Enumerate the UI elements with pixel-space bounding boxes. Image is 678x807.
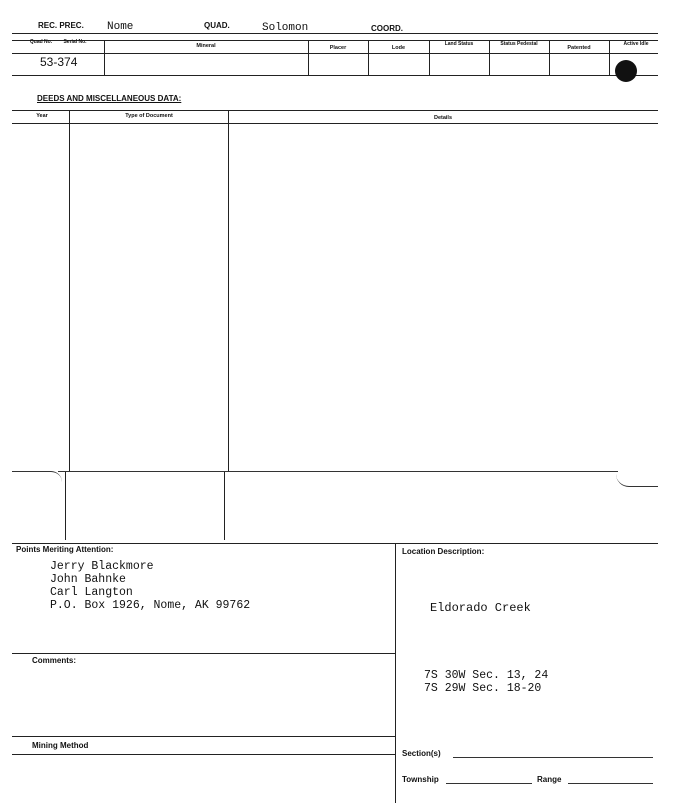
range-blank — [568, 783, 653, 784]
seam-left-curve — [12, 471, 62, 482]
claim-col-divider — [429, 40, 430, 75]
quad-no-value: 53-374 — [40, 55, 78, 69]
deeds-col-divider — [228, 111, 229, 472]
page-seam-rule — [58, 471, 618, 472]
rec-prec-label: REC. PREC. — [38, 21, 84, 30]
rec-prec-value: Nome — [107, 21, 134, 33]
claim-table-top-rule — [12, 40, 658, 41]
col-head-active-idle: Active Idle — [623, 41, 649, 47]
contact-line: John Bahnke — [50, 573, 126, 586]
location-description-label: Location Description: — [402, 547, 485, 556]
quad-value: Solomon — [262, 22, 309, 34]
claim-col-divider — [609, 40, 610, 75]
contact-line: Jerry Blackmore — [50, 560, 154, 573]
col-head-mineral: Mineral — [196, 43, 216, 49]
deeds-col-divider — [224, 472, 225, 540]
lower-section-rule — [12, 543, 658, 544]
deeds-col-divider — [69, 111, 70, 472]
deeds-header-rule — [12, 123, 658, 124]
deeds-col-type: Type of Document — [125, 113, 173, 119]
contact-line: Carl Langton — [50, 586, 133, 599]
coord-label: COORD. — [371, 24, 403, 33]
points-meriting-attention-label: Points Meriting Attention: — [16, 545, 114, 554]
col-head-placer: Placer — [329, 45, 347, 51]
mining-method-bottom-rule — [12, 754, 395, 755]
quad-label: QUAD. — [204, 21, 230, 30]
township-range-line: 7S 29W Sec. 18-20 — [424, 682, 542, 695]
sections-label: Section(s) — [402, 749, 441, 758]
col-head-status-pedestal: Status Pedestal — [500, 41, 538, 47]
deeds-col-year: Year — [36, 113, 48, 119]
range-label: Range — [537, 775, 562, 784]
seam-right-curve — [616, 474, 658, 487]
deeds-col-details: Details — [433, 115, 453, 121]
township-blank — [446, 783, 532, 784]
col-head-serial-no: Serial No. — [63, 39, 87, 45]
active-status-dot — [615, 60, 637, 82]
deeds-top-rule — [12, 110, 658, 111]
mining-method-rule — [12, 736, 395, 737]
claim-col-divider — [489, 40, 490, 75]
location-description-value: Eldorado Creek — [430, 601, 531, 615]
mining-method-label: Mining Method — [32, 741, 89, 750]
deeds-section-title: DEEDS AND MISCELLANEOUS DATA: — [37, 94, 182, 103]
lower-section-divider — [395, 543, 396, 803]
claim-table-bottom-rule — [12, 75, 658, 76]
contact-address: P.O. Box 1926, Nome, AK 99762 — [50, 599, 251, 612]
claim-table-header-rule — [12, 53, 658, 54]
col-head-lode: Lode — [391, 45, 406, 51]
township-range-line: 7S 30W Sec. 13, 24 — [424, 669, 549, 682]
header-rule — [12, 33, 658, 34]
comments-label: Comments: — [32, 656, 77, 665]
col-head-quad-no: Quad No. — [29, 39, 53, 45]
col-head-patented: Patented — [567, 45, 591, 51]
col-head-land-status: Land Status — [444, 41, 474, 47]
sections-blank — [453, 757, 653, 758]
deeds-col-divider — [65, 472, 66, 540]
comments-rule — [12, 653, 395, 654]
township-label: Township — [402, 775, 439, 784]
